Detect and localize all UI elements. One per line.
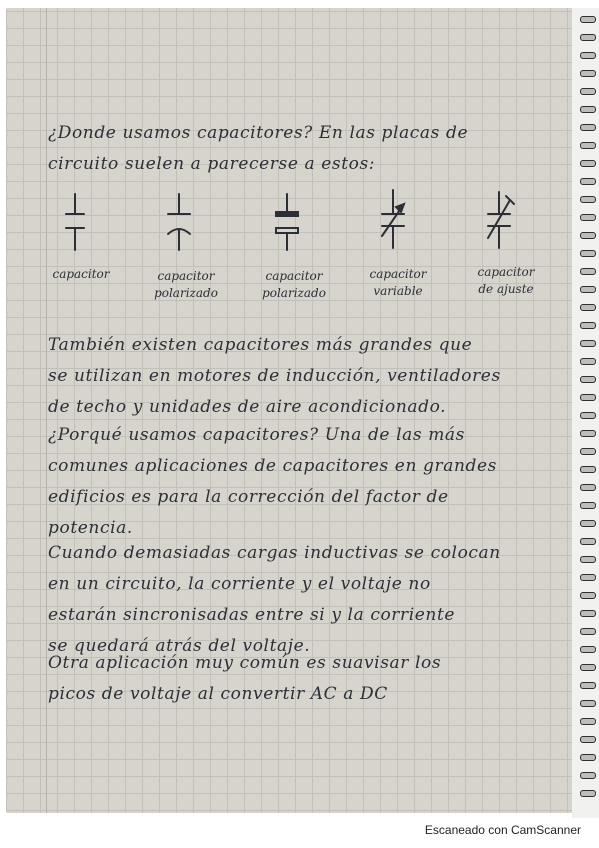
margin-line — [46, 8, 47, 813]
capacitor-label — [464, 264, 548, 298]
binding-ring — [580, 160, 596, 167]
binding-ring — [580, 196, 596, 203]
binding-ring — [580, 394, 596, 401]
binding-ring — [580, 718, 596, 725]
binding-ring — [580, 628, 596, 635]
text-line: edificios es para la corrección del factor de — [48, 487, 449, 507]
binding-ring — [580, 754, 596, 761]
binding-ring — [580, 430, 596, 437]
capacitor-label — [254, 268, 334, 302]
text-line: potencia. — [48, 518, 133, 538]
binding-ring — [580, 538, 596, 545]
binding-ring — [580, 772, 596, 779]
binding-ring — [580, 34, 596, 41]
text-line: se quedará atrás del voltaje. — [48, 636, 311, 656]
intro-text — [48, 118, 468, 180]
binding-ring — [580, 340, 596, 347]
binding-ring — [580, 124, 596, 131]
label-line: polarizado — [262, 286, 326, 300]
binding-ring — [580, 268, 596, 275]
binding-ring — [580, 286, 596, 293]
binding-ring — [580, 790, 596, 797]
text-line: se utilizan en motores de inducción, ventiladores — [48, 366, 501, 386]
binding-ring — [580, 250, 596, 257]
binding-ring — [580, 682, 596, 689]
text-line: También existen capacitores más grandes que — [48, 335, 473, 355]
binding-ring — [580, 304, 596, 311]
capacitor-label — [358, 266, 438, 300]
binding-ring — [580, 448, 596, 455]
binding-ring — [580, 736, 596, 743]
binding-ring — [580, 358, 596, 365]
text-line: Otra aplicación muy común es suavisar los — [48, 653, 442, 673]
binding-ring — [580, 484, 596, 491]
binding-ring — [580, 70, 596, 77]
binding-ring — [580, 16, 596, 23]
binding-ring — [580, 322, 596, 329]
label-line: capacitor — [477, 265, 535, 279]
binding-ring — [580, 520, 596, 527]
binding-ring — [580, 574, 596, 581]
binding-ring — [580, 466, 596, 473]
binding-ring — [580, 412, 596, 419]
binding-ring — [580, 610, 596, 617]
text-line: ¿Donde usamos capacitores? En las placas de — [48, 123, 469, 143]
paragraph-large-capacitors — [48, 330, 501, 423]
label-line: capacitor — [157, 269, 215, 283]
binding-ring — [580, 52, 596, 59]
text-line: de techo y unidades de aire acondicionado. — [48, 397, 447, 417]
polarized-capacitor-alt-symbol-icon — [260, 186, 314, 258]
paragraph-smoothing — [48, 648, 441, 710]
binding-ring — [580, 88, 596, 95]
text-line: comunes aplicaciones de capacitores en grandes — [48, 456, 497, 476]
binding-ring — [580, 178, 596, 185]
text-line: estarán sincronisadas entre si y la corriente — [48, 605, 456, 625]
label-line: capacitor — [265, 269, 323, 283]
binding-ring — [580, 502, 596, 509]
text-line: en un circuito, la corriente y el voltaje no — [48, 574, 431, 594]
paragraph-inductive-loads — [48, 538, 501, 662]
label-line: capacitor — [52, 267, 110, 281]
binding-ring — [580, 232, 596, 239]
trimmer-capacitor-symbol-icon — [472, 186, 526, 258]
label-line: capacitor — [369, 267, 427, 281]
binding-ring — [580, 142, 596, 149]
camscanner-watermark: Escaneado con CamScanner — [424, 823, 581, 837]
binding-ring — [580, 592, 596, 599]
text-line: circuito suelen a parecerse a estos: — [48, 154, 376, 174]
binding-ring — [580, 700, 596, 707]
binding-ring — [580, 646, 596, 653]
paragraph-why-capacitors — [48, 420, 497, 544]
spiral-binding — [572, 8, 599, 818]
binding-ring — [580, 556, 596, 563]
polarized-capacitor-symbol-icon — [152, 186, 206, 258]
binding-ring — [580, 106, 596, 113]
binding-ring — [580, 664, 596, 671]
capacitor-symbol-icon — [48, 186, 102, 258]
capacitor-label — [146, 268, 226, 302]
label-line: polarizado — [154, 286, 218, 300]
variable-capacitor-symbol-icon — [366, 186, 420, 258]
text-line: Cuando demasiadas cargas inductivas se colocan — [48, 543, 501, 563]
text-line: ¿Porqué usamos capacitores? Una de las más — [48, 425, 465, 445]
capacitor-label — [46, 266, 116, 283]
text-line: picos de voltaje al convertir AC a DC — [48, 684, 388, 704]
binding-ring — [580, 214, 596, 221]
label-line: de ajuste — [478, 282, 534, 296]
binding-ring — [580, 376, 596, 383]
label-line: variable — [373, 284, 423, 298]
